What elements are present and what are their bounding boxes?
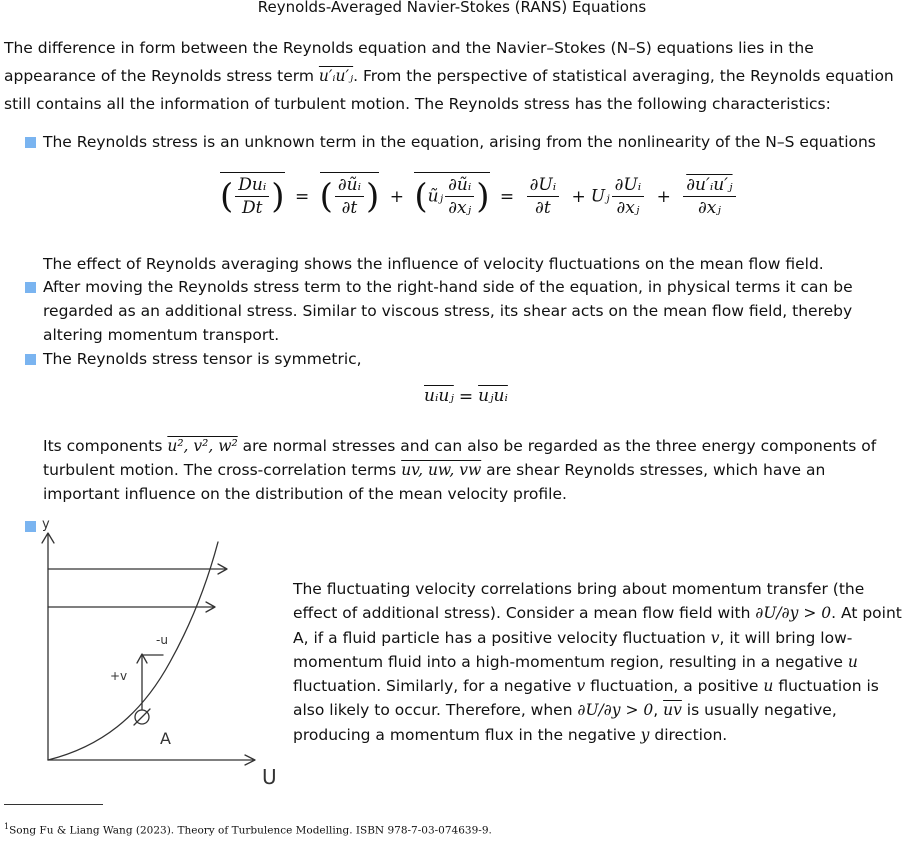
- eq-r2-num: ∂Uᵢ: [612, 175, 645, 197]
- footnote-text: Song Fu & Liang Wang (2023). Theory of Turbulence Modelling. ISBN 978-7-03-074639-9.: [9, 824, 492, 837]
- components-text-2: are normal stresses and can also be regarded as the three energy components of turbulent motion. The cross-correlation terms: [43, 437, 877, 479]
- minus-u-label: -u: [156, 633, 168, 647]
- eq2-lhs: uᵢuⱼ: [424, 386, 454, 406]
- velocity-profile-curve: [48, 542, 218, 760]
- eq-r1-num: ∂Uᵢ: [527, 175, 560, 197]
- var-v: v: [710, 628, 720, 647]
- var-u: u: [847, 652, 858, 671]
- side-text-2: . At point A, if a fluid particle has a positive velocity fluctuation: [293, 604, 902, 647]
- bullet-3-text: The Reynolds stress tensor is symmetric,: [43, 350, 362, 368]
- var-y: y: [640, 725, 650, 744]
- shear-stress-terms: uv, uw, vw: [401, 461, 482, 479]
- eq-t1-den: ∂t: [341, 198, 358, 218]
- x-axis-label: U: [262, 765, 277, 789]
- eq2-rhs: uⱼuᵢ: [478, 386, 508, 406]
- normal-stress-terms: u², v², w²: [167, 437, 238, 455]
- plus-v-label: +v: [110, 669, 128, 683]
- symmetry-equation: uᵢuⱼ = uⱼuᵢ: [424, 386, 508, 407]
- side-text-6: fluctuation is also likely to occur. Therefore, when: [293, 677, 879, 720]
- gradient-condition: ∂U/∂y > 0: [577, 701, 654, 720]
- velocity-profile-sketch: [30, 512, 300, 797]
- var-u: u: [763, 677, 774, 696]
- side-text-9: direction.: [649, 725, 728, 744]
- bullet-3-after: [43, 434, 903, 506]
- components-text-1: Its components: [43, 437, 168, 455]
- intro-paragraph: [4, 34, 904, 118]
- intro-text-1: The difference in form between the Reynolds equation and the Navier–Stokes (N–S) equations lies in the appearance of the Reynolds stress term: [4, 39, 814, 85]
- var-uv: $\overline{uv}$: [663, 701, 682, 720]
- reynolds-equation: ( $\frac{\text{Duᵢ}}{Dt}$ ) = ( $\frac{\text{∂ũᵢ}}{\partial t}$ ) + (ũⱼ $\frac{\text{∂ũᵢ}}{\text{∂xⱼ}}$ ) = $\frac{\text{∂Uᵢ}}{\partial t}$ + Uⱼ $\frac{\text{∂Uᵢ}}{\text{∂xⱼ}}$ + $\frac{\text{∂u′ᵢu′ⱼ}}{\text{∂xⱼ}}$: [220, 172, 740, 236]
- reynolds-stress-term: u′ᵢu′ⱼ: [318, 67, 354, 85]
- eq-t2-den: ∂xⱼ: [448, 198, 472, 218]
- bullet-2-text: After moving the Reynolds stress term to the right-hand side of the equation, in physical terms it can be regarded as an additional stress. Similar to viscous stress, its shear acts on the mean flow field, thereby altering momentum transport.: [43, 278, 853, 344]
- momentum-transfer-paragraph: [293, 577, 903, 747]
- side-text-4: fluctuation. Similarly, for a negative: [293, 677, 577, 696]
- bullet-1-text: The Reynolds stress is an unknown term in the equation, arising from the nonlinearity of the N–S equations: [43, 133, 876, 151]
- eq-r2-den: ∂xⱼ: [616, 198, 640, 218]
- side-text-5: fluctuation, a positive: [585, 677, 764, 696]
- eq-r2-coef: Uⱼ: [590, 186, 610, 207]
- eq-t1-num: ∂ũᵢ: [335, 175, 364, 197]
- footnote-mark: 1: [4, 822, 10, 831]
- bullet-marker: [25, 282, 36, 293]
- footnote-rule: [4, 804, 103, 805]
- eq-lhs-num: Duᵢ: [235, 175, 269, 197]
- var-v: v: [576, 677, 586, 696]
- side-text-7: ,: [653, 701, 664, 720]
- intro-text-2: . From the perspective of statistical averaging, the Reynolds equation still contains all the information of turbulent motion. The Reynolds stress has the following characteristics:: [4, 67, 894, 113]
- eq-t2-coef: ũⱼ: [427, 186, 444, 207]
- point-a-label: A: [160, 729, 171, 748]
- eq-lhs-den: Dt: [242, 198, 263, 218]
- side-text-8: is usually negative, producing a momentum flux in the negative: [293, 701, 837, 744]
- gradient-condition: ∂U/∂y > 0: [755, 604, 832, 623]
- y-axis-label: y: [42, 517, 50, 532]
- side-text-1: The fluctuating velocity correlations bring about momentum transfer (the effect of additional stress). Consider a mean flow field with: [293, 580, 865, 623]
- eq-r1-den: ∂t: [535, 198, 551, 218]
- eq-t2-num: ∂ũᵢ: [445, 175, 474, 197]
- bullet-marker: [25, 137, 36, 148]
- components-text-3: are shear Reynolds stresses, which have an important influence on the distribution of the mean velocity profile.: [43, 461, 826, 503]
- page-title: Reynolds-Averaged Navier-Stokes (RANS) Equations: [257, 0, 647, 16]
- eq-r3-den: ∂xⱼ: [697, 198, 721, 218]
- bullet-marker: [25, 354, 36, 365]
- side-text-3: , it will bring low-momentum fluid into a high-momentum region, resulting in a negative: [293, 628, 853, 671]
- bullet-1-after: The effect of Reynolds averaging shows the influence of velocity fluctuations on the mean flow field.: [43, 255, 824, 273]
- footnote: [4, 822, 492, 837]
- eq-r3-num: ∂u′ᵢu′ⱼ: [686, 175, 733, 195]
